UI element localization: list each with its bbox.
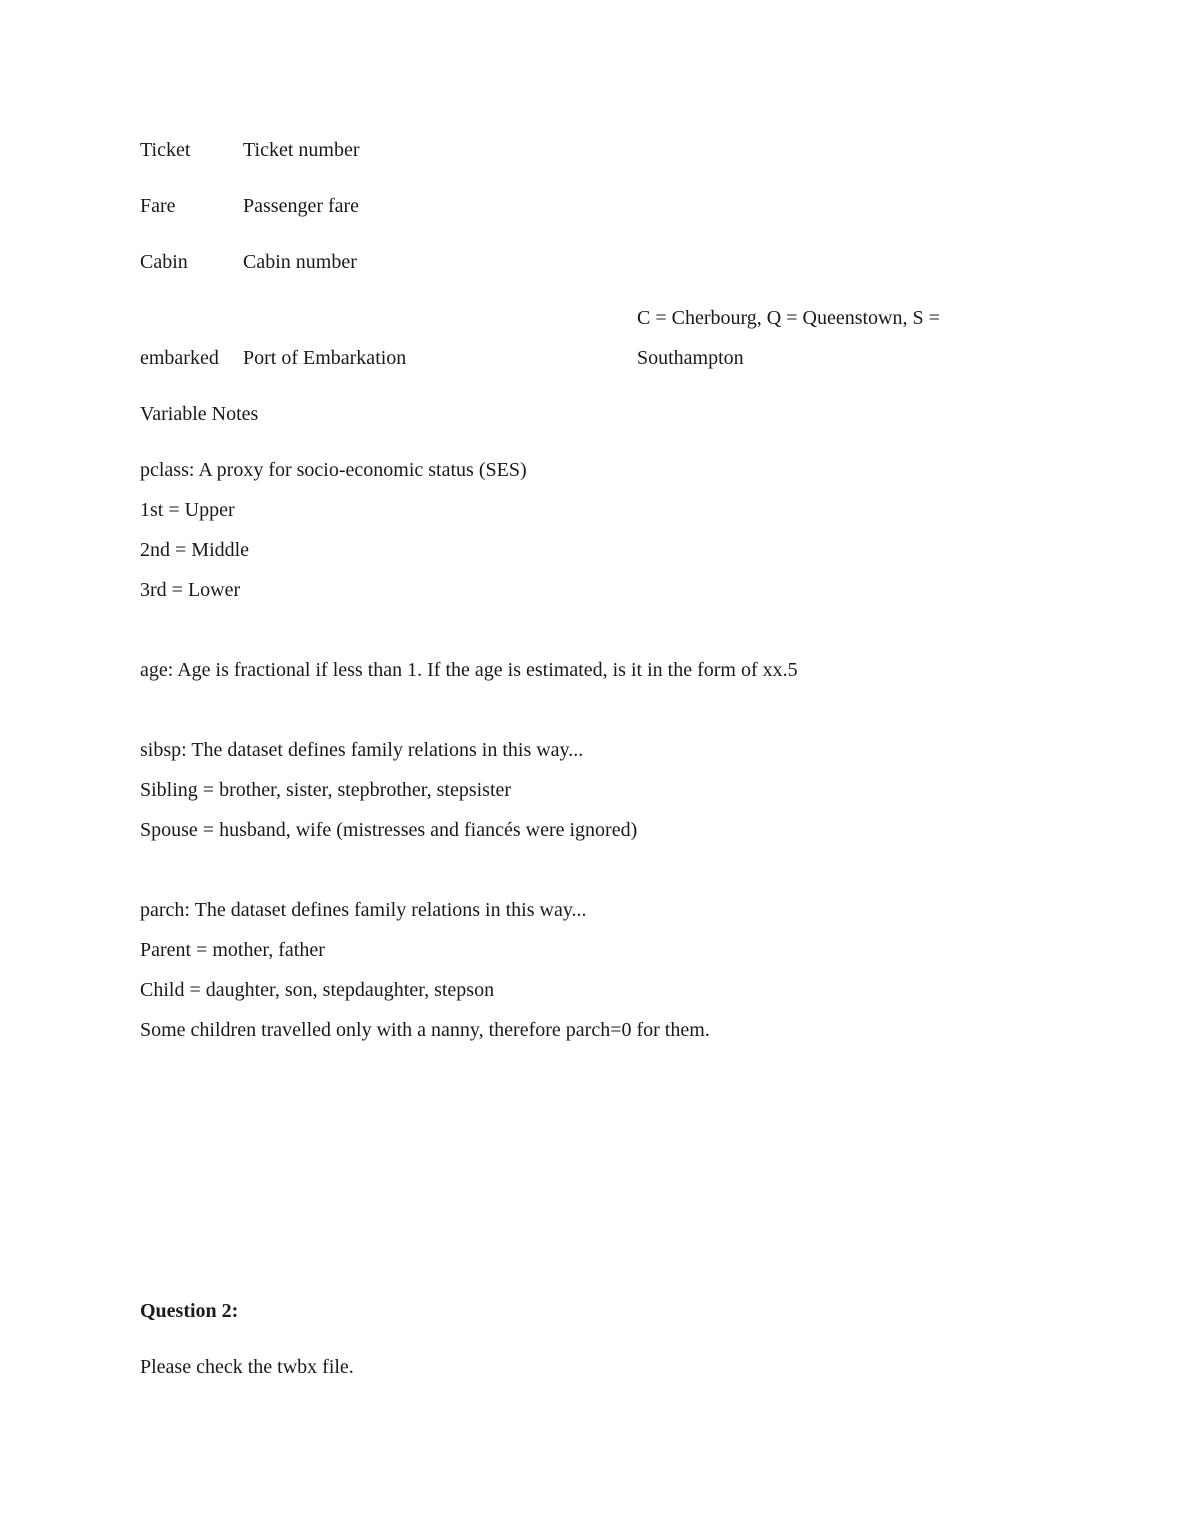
question-text: Please check the twbx file. xyxy=(140,1356,354,1378)
note-line: Child = daughter, son, stepdaughter, stepson xyxy=(140,979,495,1001)
variable-description: Ticket number xyxy=(243,139,360,161)
variable-key-line: Southampton xyxy=(637,347,744,369)
variable-name: Cabin xyxy=(140,251,188,273)
note-line: Some children travelled only with a nanny, therefore parch=0 for them. xyxy=(140,1019,710,1041)
note-line: Sibling = brother, sister, stepbrother, stepsister xyxy=(140,779,512,801)
table-row-embarked xyxy=(140,298,1030,378)
note-pclass xyxy=(140,450,1030,610)
variable-name: embarked xyxy=(140,347,219,369)
note-sibsp xyxy=(140,730,1030,850)
note-line: pclass: A proxy for socio-economic status (SES) xyxy=(140,459,527,481)
table-row-fare xyxy=(140,186,1030,226)
note-line: Parent = mother, father xyxy=(140,939,325,961)
table-row-ticket xyxy=(140,130,1030,170)
question-heading: Question 2: xyxy=(140,1300,239,1322)
note-line: parch: The dataset defines family relations in this way... xyxy=(140,899,587,921)
note-line: age: Age is fractional if less than 1. If the age is estimated, is it in the form of xx.5 xyxy=(140,659,798,681)
variable-name: Ticket xyxy=(140,139,191,161)
table-row-cabin xyxy=(140,242,1030,282)
note-line: 1st = Upper xyxy=(140,499,235,521)
variable-description: Port of Embarkation xyxy=(243,347,407,369)
variable-name: Fare xyxy=(140,195,176,217)
note-line: 3rd = Lower xyxy=(140,579,241,601)
note-age xyxy=(140,650,1030,690)
note-line: Spouse = husband, wife (mistresses and fiancés were ignored) xyxy=(140,819,638,841)
variable-key xyxy=(637,298,1030,378)
variable-key-line: C = Cherbourg, Q = Queenstown, S = xyxy=(637,307,940,329)
note-line: sibsp: The dataset defines family relations in this way... xyxy=(140,739,584,761)
note-parch xyxy=(140,890,1030,1050)
note-line: 2nd = Middle xyxy=(140,539,250,561)
variable-notes-heading: Variable Notes xyxy=(140,403,259,425)
variable-description: Passenger fare xyxy=(243,195,360,217)
variable-description: Cabin number xyxy=(243,251,357,273)
variable-table xyxy=(140,130,1030,378)
